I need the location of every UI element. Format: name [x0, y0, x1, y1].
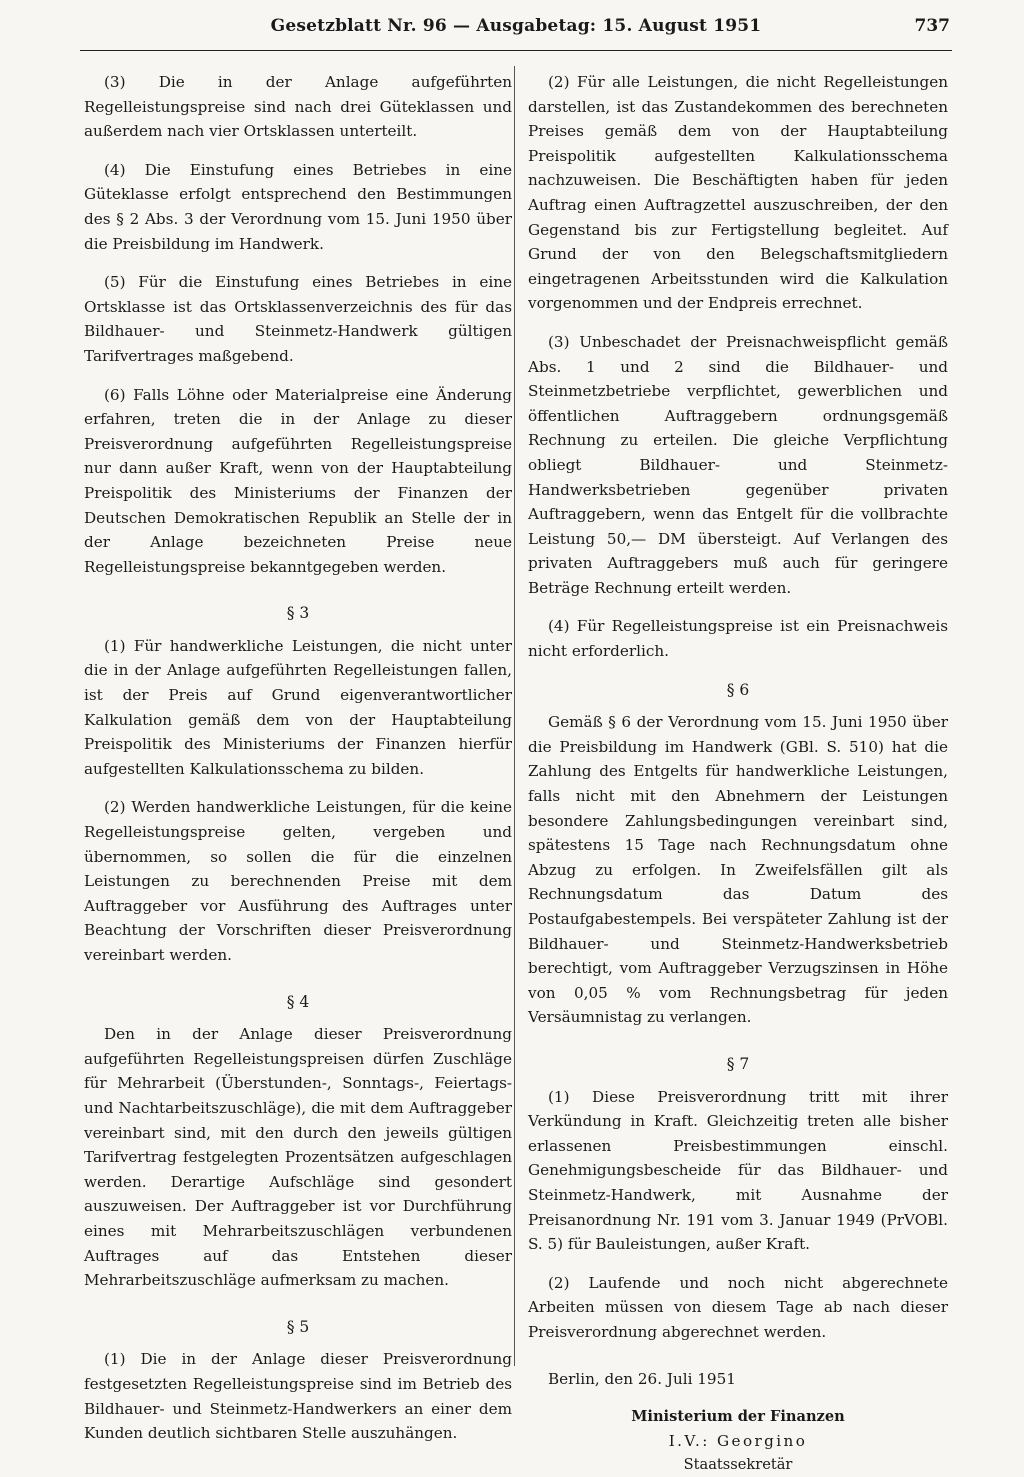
right-column: [528, 70, 948, 1477]
paragraph: Den in der Anlage dieser Preisverordnung aufgeführten Regelleistungspreisen dürfen Zuschläge für Mehrarbeit (Überstunden-, Sonntags-, Feiertags- und Nachtarbeitszuschläge), die mit dem Auftraggeber vereinbart sind, mit den durch den jeweils gültigen Tarifvertrag festgelegten Prozentsätzen aufgeschlagen werden. Derartige Aufschläge sind gesondert auszuweisen. Der Auftraggeber ist vor Durchführung eines mit Mehrarbeitszuschlägen verbundenen Auftrages auf das Entstehen dieser Mehrarbeitszuschläge aufmerksam zu machen.: [84, 1025, 512, 1290]
signatory-role: Staatssekretär: [683, 1456, 793, 1474]
gazette-title: Gesetzblatt Nr. 96 — Ausgabetag: 15. August 1951: [270, 16, 762, 36]
column-divider: [514, 66, 515, 1366]
paragraph: (5) Für die Einstufung eines Betriebes in eine Ortsklasse ist das Ortsklassenverzeichnis des für das Bildhauer- und Steinmetz-Handwerk gültigen Tarifvertrages maßgebend.: [84, 273, 512, 365]
paragraph: (2) Werden handwerkliche Leistungen, für die keine Regelleistungspreise gelten, vergeben und übernommen, so sollen die für die einzelnen Leistungen zu berechnenden Preise mit dem Auftraggeber vor Ausführung des Auftrages unter Beachtung der Vorschriften dieser Preisverordnung vereinbart werden.: [84, 798, 512, 964]
paragraph: (4) Die Einstufung eines Betriebes in eine Güteklasse erfolgt entsprechend den Bestimmungen des § 2 Abs. 3 der Verordnung vom 15. Juni 1950 über die Preisbildung im Handwerk.: [84, 160, 512, 253]
page-number: 737: [914, 16, 950, 36]
paragraph: (3) Die in der Anlage aufgeführten Regelleistungspreise sind nach drei Güteklassen und außerdem nach vier Ortsklassen unterteilt.: [84, 73, 512, 141]
paragraph: (2) Laufende und noch nicht abgerechnete Arbeiten müssen von diesem Tage ab nach dieser Preisverordnung abgerechnet werden.: [528, 1273, 948, 1341]
place-and-date: Berlin, den 26. Juli 1951: [548, 1369, 736, 1388]
left-column: [84, 70, 512, 1460]
section-heading: § 4: [286, 992, 310, 1011]
section-heading: § 6: [726, 680, 750, 699]
paragraph: (1) Diese Preisverordnung tritt mit ihrer Verkündung in Kraft. Gleichzeitig treten alle bisher erlassenen Preisbestimmungen einschl. Genehmigungsbescheide für das Bildhauer- und Steinmetz-Handwerk, mit Ausnahme der Preisanordnung Nr. 191 vom 3. Januar 1949 (PrVOBl. S. 5) für Bauleistungen, außer Kraft.: [528, 1087, 948, 1254]
paragraph: (1) Für handwerkliche Leistungen, die nicht unter die in der Anlage aufgeführten Regelleistungen fallen, ist der Preis auf Grund eigenverantwortlicher Kalkulation gemäß dem von der Hauptabteilung Preispolitik des Ministeriums der Finanzen hierfür aufgestellten Kalkulationsschema zu bilden.: [84, 636, 512, 778]
section-heading: § 3: [286, 604, 310, 623]
section-heading: § 7: [726, 1054, 750, 1073]
paragraph: (4) Für Regelleistungspreise ist ein Preisnachweis nicht erforderlich.: [528, 617, 948, 661]
paragraph: (6) Falls Löhne oder Materialpreise eine Änderung erfahren, treten die in der Anlage zu dieser Preisverordnung aufgeführten Regelleistungspreise nur dann außer Kraft, wenn von der Hauptabteilung Preispolitik des Ministeriums der Finanzen der Deutschen Demokratischen Republik an Stelle der in der Anlage bezeichneten Preise neue Regelleistungspreise bekanntgegeben werden.: [84, 385, 512, 576]
page-header: [80, 14, 952, 51]
paragraph: (3) Unbeschadet der Preisnachweispflicht gemäß Abs. 1 und 2 sind die Bildhauer- und Steinmetzbetriebe verpflichtet, gewerblichen und öffentlichen Auftraggebern ordnungsgemäß Rechnung zu erteilen. Die gleiche Verpflichtung obliegt Bildhauer- und Steinmetz-Handwerksbetrieben gegenüber privaten Auftraggebern, wenn das Entgelt für die vollbrachte Leistung 50,— DM übersteigt. Auf Verlangen des privaten Auftraggebers muß auch für geringere Beträge Rechnung erteilt werden.: [528, 332, 948, 597]
paragraph: (2) Für alle Leistungen, die nicht Regelleistungen darstellen, ist das Zustandekommen des berechneten Preises gemäß dem von der Hauptabteilung Preispolitik aufgestellten Kalkulationsschema nachzuweisen. Die Beschäftigten haben für jeden Auftrag einen Auftragzettel auszuschreiben, der den Gegenstand bis zur Fertigstellung begleitet. Auf Grund der von den Belegschaftsmitgliedern eingetragenen Arbeitsstunden wird die Kalkulation vorgenommen und der Endpreis errechnet.: [528, 73, 948, 313]
signatory-organization: Ministerium der Finanzen: [631, 1408, 845, 1426]
paragraph: Gemäß § 6 der Verordnung vom 15. Juni 1950 über die Preisbildung im Handwerk (GBl. S. 510) hat die Zahlung des Entgelts für handwerkliche Leistungen, falls nicht mit den Abnehmern der Leistungen besondere Zahlungsbedingungen vereinbart sind, spätestens 15 Tage nach Rechnungsdatum ohne Abzug zu erfolgen. In Zweifelsfällen gilt als Rechnungsdatum das Datum des Postaufgabestempels. Bei verspäteter Zahlung ist der Bildhauer- und Steinmetz-Handwerksbetrieb berechtigt, vom Auftraggeber Verzugszinsen in Höhe von 0,05 % vom Rechnungsbetrag für jeden Versäumnistag zu verlangen.: [528, 713, 948, 1027]
section-heading: § 5: [286, 1317, 310, 1336]
paragraph: (1) Die in der Anlage dieser Preisverordnung festgesetzten Regelleistungspreise sind im Betrieb des Bildhauer- und Steinmetz-Handwerkers an einer dem Kunden deutlich sichtbaren Stelle auszuhängen.: [84, 1350, 512, 1443]
signature-block: [528, 1405, 948, 1477]
signatory-name: I.V.: Georgino: [668, 1432, 808, 1451]
